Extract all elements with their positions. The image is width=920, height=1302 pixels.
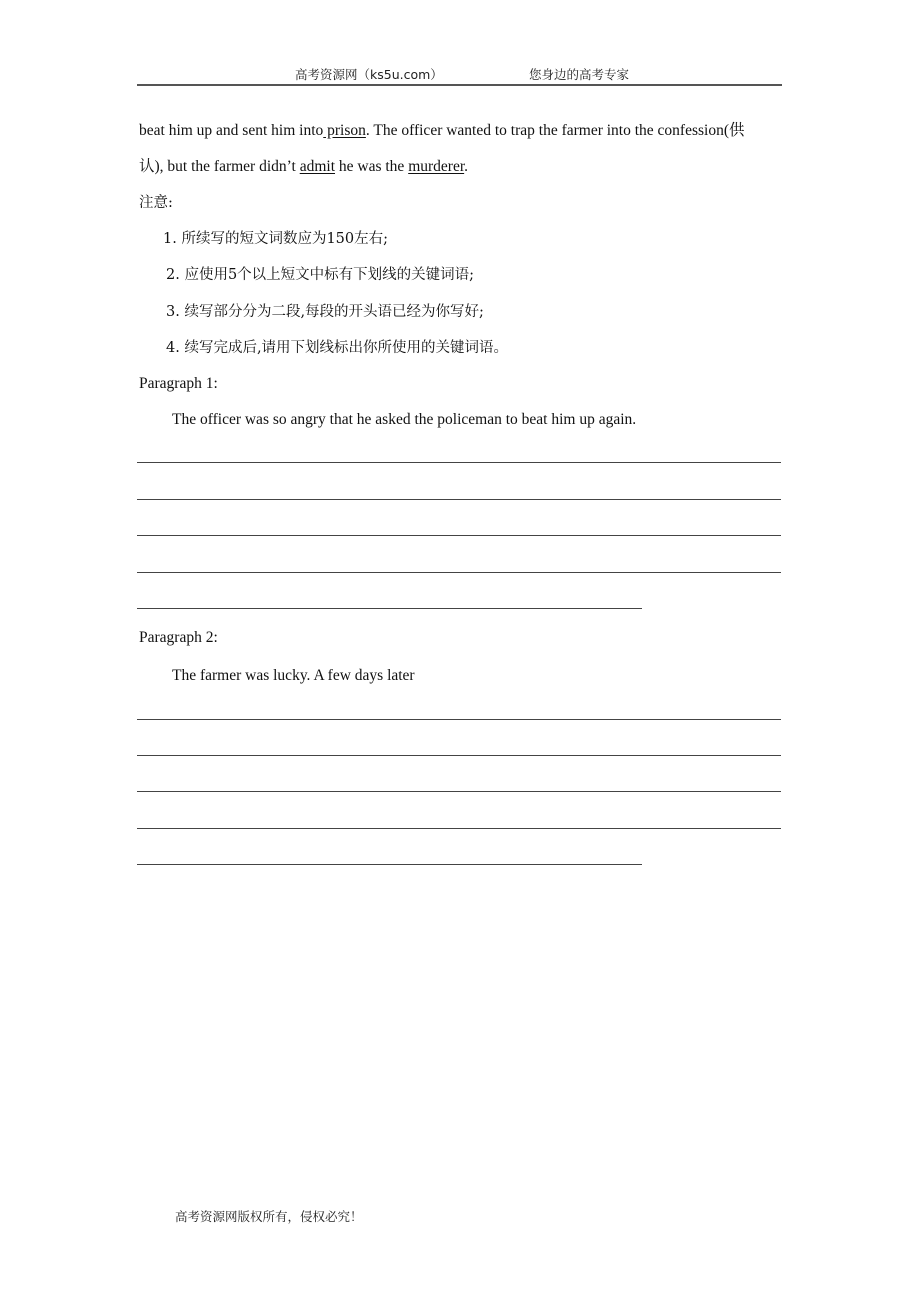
story-text: .	[464, 158, 469, 175]
answer-line[interactable]	[137, 499, 781, 500]
story-text: 认), but the farmer didn’t	[139, 158, 300, 175]
story-line-1	[139, 121, 745, 141]
keyword-prison: prison	[323, 122, 366, 139]
story-text: . The officer wanted to trap the farmer into the confession(供	[365, 122, 745, 139]
answer-line[interactable]	[137, 608, 642, 609]
header-divider	[137, 84, 782, 86]
header-slogan: 您身边的高考专家	[529, 67, 630, 82]
answer-line[interactable]	[137, 828, 781, 829]
notes-title: 注意:	[139, 195, 173, 211]
note-item-4: 4. 续写完成后,请用下划线标出你所使用的关键词语。	[166, 340, 509, 356]
answer-line[interactable]	[137, 864, 642, 865]
keyword-admit: admit	[299, 158, 336, 175]
answer-line[interactable]	[137, 719, 781, 720]
story-text: beat him up and sent him into	[139, 122, 324, 139]
answer-line[interactable]	[137, 535, 781, 536]
story-line-2	[139, 157, 468, 177]
answer-line[interactable]	[137, 462, 781, 463]
story-text: he was the	[335, 158, 409, 175]
footer-copyright: 高考资源网版权所有，侵权必究！	[175, 1209, 363, 1224]
note-item-2: 2. 应使用5个以上短文中标有下划线的关键词语;	[166, 267, 475, 283]
paragraph-1-opening: The officer was so angry that he asked the policeman to beat him up again.	[172, 411, 637, 428]
keyword-murderer: murderer	[408, 158, 465, 175]
paragraph-1-label: Paragraph 1:	[139, 375, 218, 392]
answer-line[interactable]	[137, 791, 781, 792]
page-header	[137, 62, 782, 85]
note-item-1: 1. 所续写的短文词数应为150左右;	[163, 231, 389, 247]
paragraph-2-opening: The farmer was lucky. A few days later	[172, 667, 415, 684]
answer-line[interactable]	[137, 755, 781, 756]
paragraph-2-label: Paragraph 2:	[139, 629, 218, 646]
note-item-3: 3. 续写部分分为二段,每段的开头语已经为你写好;	[166, 304, 484, 320]
header-site-name: 高考资源网（ks5u.com）	[295, 67, 443, 82]
answer-line[interactable]	[137, 572, 781, 573]
